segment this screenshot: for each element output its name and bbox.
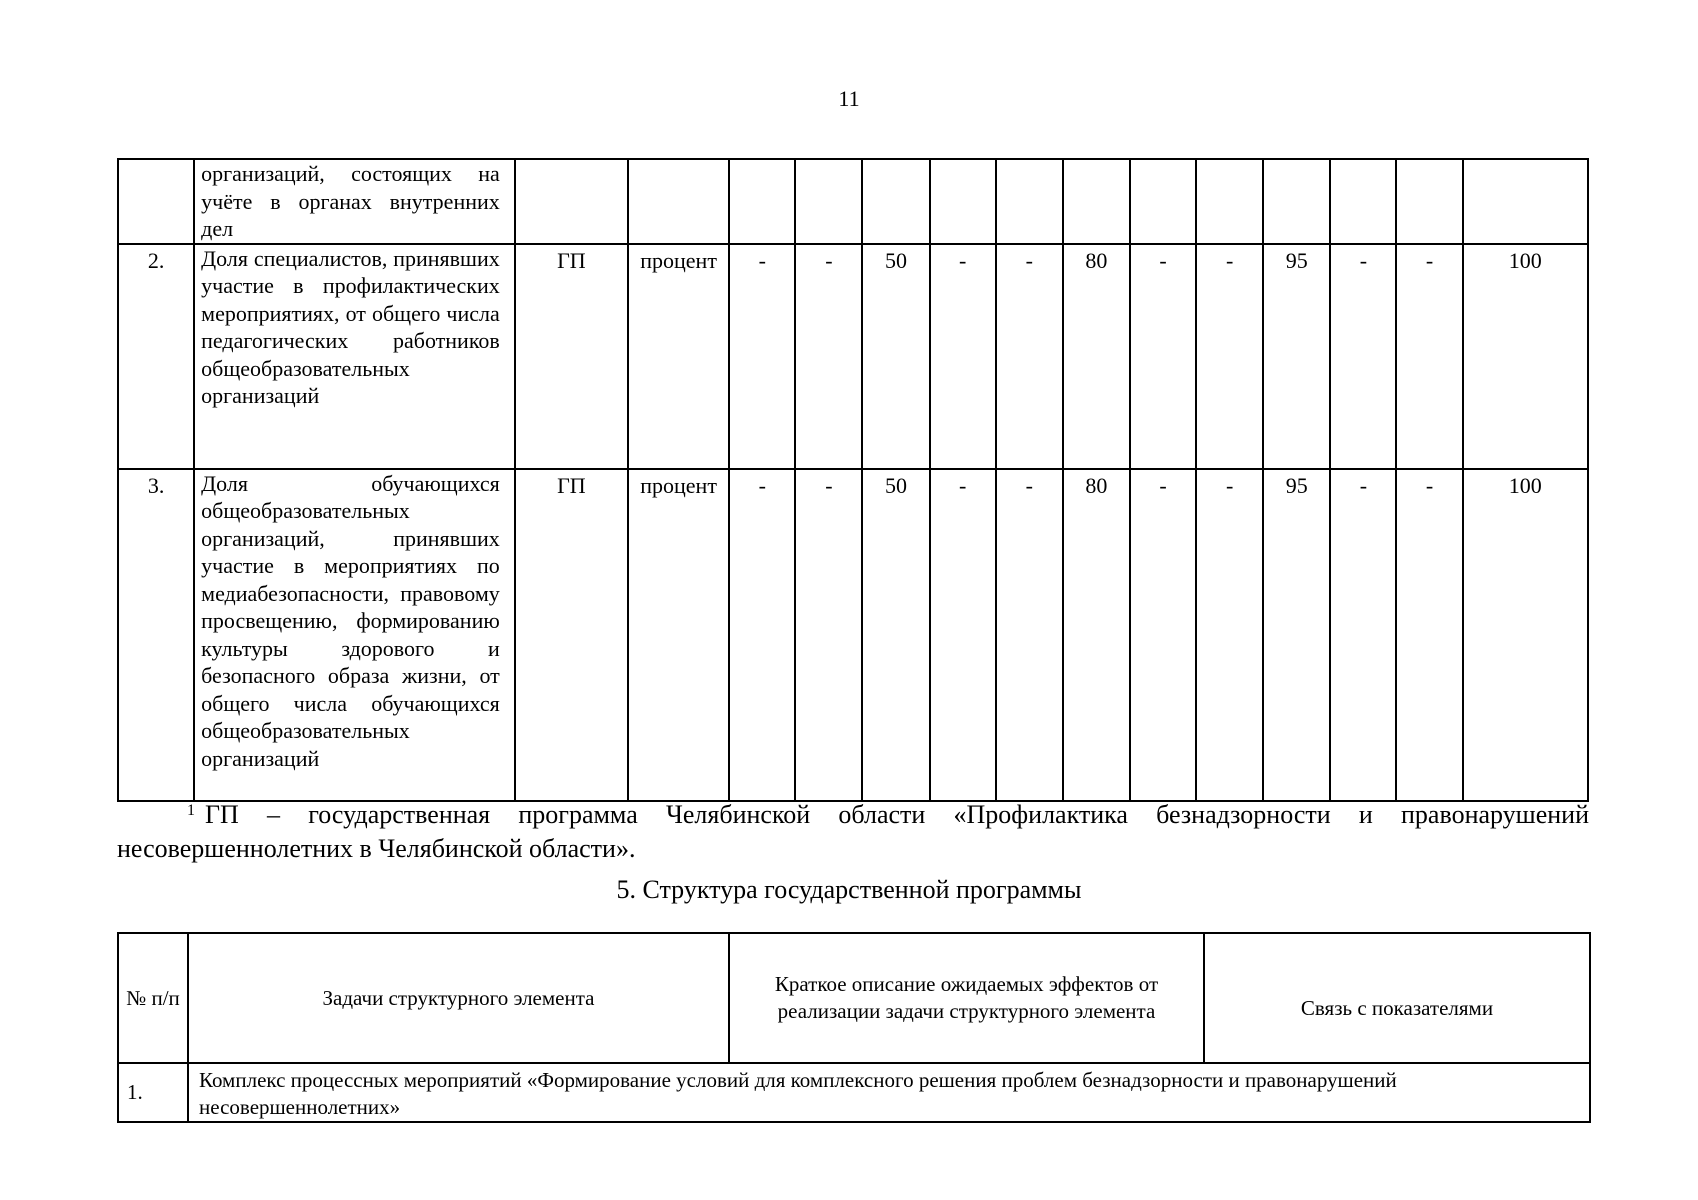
footnote-text: ГП – государственная программа Челябинской области «Профилактика безнадзорности и правонарушений несовершеннолетних в Челябинской области». <box>117 800 1589 863</box>
value-cell: - <box>795 244 862 469</box>
indicator-unit <box>628 159 729 244</box>
row-number: 1. <box>118 1063 188 1122</box>
value-cell: - <box>1396 469 1462 801</box>
value-cell <box>862 159 929 244</box>
value-cell <box>1330 159 1396 244</box>
footnote-marker: 1 <box>187 802 195 819</box>
value-cell: 50 <box>862 244 929 469</box>
value-cell: 95 <box>1263 469 1330 801</box>
value-cell: - <box>1130 244 1196 469</box>
value-cell: - <box>930 469 996 801</box>
value-cell: - <box>996 469 1063 801</box>
row-number: 2. <box>118 244 194 469</box>
value-cell <box>930 159 996 244</box>
final-value-cell: 100 <box>1463 244 1588 469</box>
header-tasks: Задачи структурного элемента <box>188 933 729 1063</box>
footnote <box>117 798 1589 866</box>
row-number <box>118 159 194 244</box>
value-cell <box>1063 159 1130 244</box>
table-row <box>118 1063 1590 1122</box>
value-cell: 95 <box>1263 244 1330 469</box>
value-cell <box>795 159 862 244</box>
header-indicator-link: Связь с показателями <box>1204 933 1590 1063</box>
indicator-source: ГП <box>515 469 628 801</box>
table-row <box>118 244 1588 469</box>
value-cell: - <box>1396 244 1462 469</box>
value-cell: - <box>1330 244 1396 469</box>
value-cell <box>1263 159 1330 244</box>
header-number: № п/п <box>118 933 188 1063</box>
value-cell <box>1130 159 1196 244</box>
value-cell <box>1396 159 1462 244</box>
indicator-name: Доля специалистов, принявших участие в профилактических мероприятиях, от общего числа педагогических работников общеобразовательных организаций <box>194 244 515 469</box>
value-cell: - <box>1196 244 1263 469</box>
complex-title: Комплекс процессных мероприятий «Формирование условий для комплексного решения проблем безнадзорности и правонарушений несовершеннолетних» <box>188 1063 1590 1122</box>
indicator-unit: процент <box>628 244 729 469</box>
value-cell: - <box>795 469 862 801</box>
indicator-name: Доля обучающихся общеобразовательных организаций, принявших участие в мероприятиях по медиабезопасности, правовому просвещению, формированию культуры здорового и безопасного образа жизни, от общего числа обучающихся общеобразовательных организаций <box>194 469 515 801</box>
value-cell: - <box>1130 469 1196 801</box>
table-header-row <box>118 933 1590 1063</box>
section-title: 5. Структура государственной программы <box>616 875 1082 904</box>
value-cell: - <box>930 244 996 469</box>
row-number: 3. <box>118 469 194 801</box>
value-cell <box>1196 159 1263 244</box>
indicator-name: организаций, состоящих на учёте в органах внутренних дел <box>194 159 515 244</box>
value-cell: - <box>729 469 795 801</box>
indicators-table <box>117 158 1589 802</box>
value-cell <box>996 159 1063 244</box>
final-value-cell: 100 <box>1463 469 1588 801</box>
table-row <box>118 469 1588 801</box>
value-cell: 80 <box>1063 469 1130 801</box>
value-cell: - <box>1330 469 1396 801</box>
indicator-source: ГП <box>515 244 628 469</box>
value-cell: - <box>1196 469 1263 801</box>
final-value-cell <box>1463 159 1588 244</box>
structure-table <box>117 932 1591 1123</box>
value-cell <box>729 159 795 244</box>
value-cell: - <box>996 244 1063 469</box>
page-number: 11 <box>838 86 860 111</box>
header-effects: Краткое описание ожидаемых эффектов от реализации задачи структурного элемента <box>729 933 1204 1063</box>
table-row <box>118 159 1588 244</box>
value-cell: - <box>729 244 795 469</box>
indicator-unit: процент <box>628 469 729 801</box>
value-cell: 50 <box>862 469 929 801</box>
indicator-source <box>515 159 628 244</box>
value-cell: 80 <box>1063 244 1130 469</box>
